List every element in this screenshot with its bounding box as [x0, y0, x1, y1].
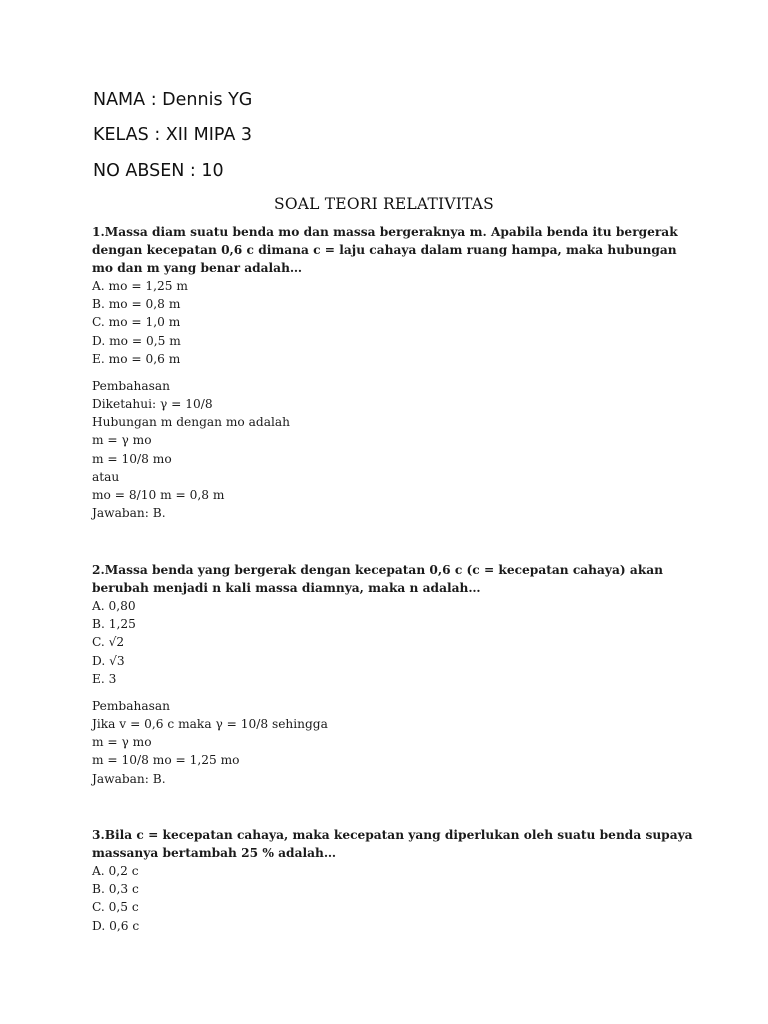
option-a: A. 0,80 [92, 599, 136, 613]
discussion-line: m = 10/8 mo = 1,25 mo [92, 753, 240, 768]
option-d: D. √3 [92, 653, 125, 668]
option-b: B. mo = 0,8 m [92, 297, 181, 312]
question-3 [92, 826, 728, 935]
discussion-line: Hubungan m dengan mo adalah [92, 415, 290, 430]
option-c: C. mo = 1,0 m [92, 315, 181, 330]
student-number: NO ABSEN : 10 [93, 161, 224, 181]
option-b: B. 1,25 [92, 617, 136, 632]
answer-line: Jawaban: B. [92, 506, 166, 521]
option-a: A. mo = 1,25 m [92, 279, 188, 293]
discussion-line: m = γ mo [92, 433, 152, 448]
question-3-line: 3.Bila c = kecepatan cahaya, maka kecepatan yang diperlukan oleh suatu benda supaya [92, 828, 693, 842]
option-e: E. mo = 0,6 m [92, 351, 181, 366]
option-b: B. 0,3 c [92, 882, 139, 897]
option-d: D. 0,6 c [92, 918, 140, 933]
discussion-line: Diketahui: γ = 10/8 [92, 397, 213, 412]
discussion-heading: Pembahasan [92, 378, 170, 393]
question-2 [92, 561, 728, 788]
discussion-line: mo = 8/10 m = 0,8 m [92, 488, 225, 503]
question-2-line: 2.Massa benda yang bergerak dengan kecepatan 0,6 c (c = kecepatan cahaya) akan [92, 563, 664, 577]
discussion-heading: Pembahasan [92, 698, 170, 713]
student-class: KELAS : XII MIPA 3 [93, 125, 253, 145]
question-1-line: 1.Massa diam suatu benda mo dan massa bergeraknya m. Apabila benda itu bergerak [92, 225, 678, 239]
option-c: C. √2 [92, 635, 125, 650]
discussion-line: m = 10/8 mo [92, 451, 172, 466]
discussion-line: Jika v = 0,6 c maka γ = 10/8 sehingga [92, 717, 328, 732]
discussion-line: m = γ mo [92, 735, 152, 750]
question-3-line: massanya bertambah 25 % adalah… [92, 846, 337, 860]
option-e: E. 3 [92, 671, 117, 686]
question-1-line: mo dan m yang benar adalah… [92, 261, 303, 275]
student-name: NAMA : Dennis YG [93, 90, 253, 110]
question-1-line: dengan kecepatan 0,6 c dimana c = laju cahaya dalam ruang hampa, maka hubungan [92, 243, 677, 257]
option-c: C. 0,5 c [92, 900, 139, 915]
question-1 [92, 223, 728, 522]
option-a: A. 0,2 c [92, 864, 139, 878]
answer-line: Jawaban: B. [92, 771, 166, 786]
discussion-line: atau [92, 469, 120, 484]
option-d: D. mo = 0,5 m [92, 333, 181, 348]
question-2-line: berubah menjadi n kali massa diamnya, maka n adalah… [92, 581, 481, 595]
document-title: SOAL TEORI RELATIVITAS [274, 195, 494, 213]
